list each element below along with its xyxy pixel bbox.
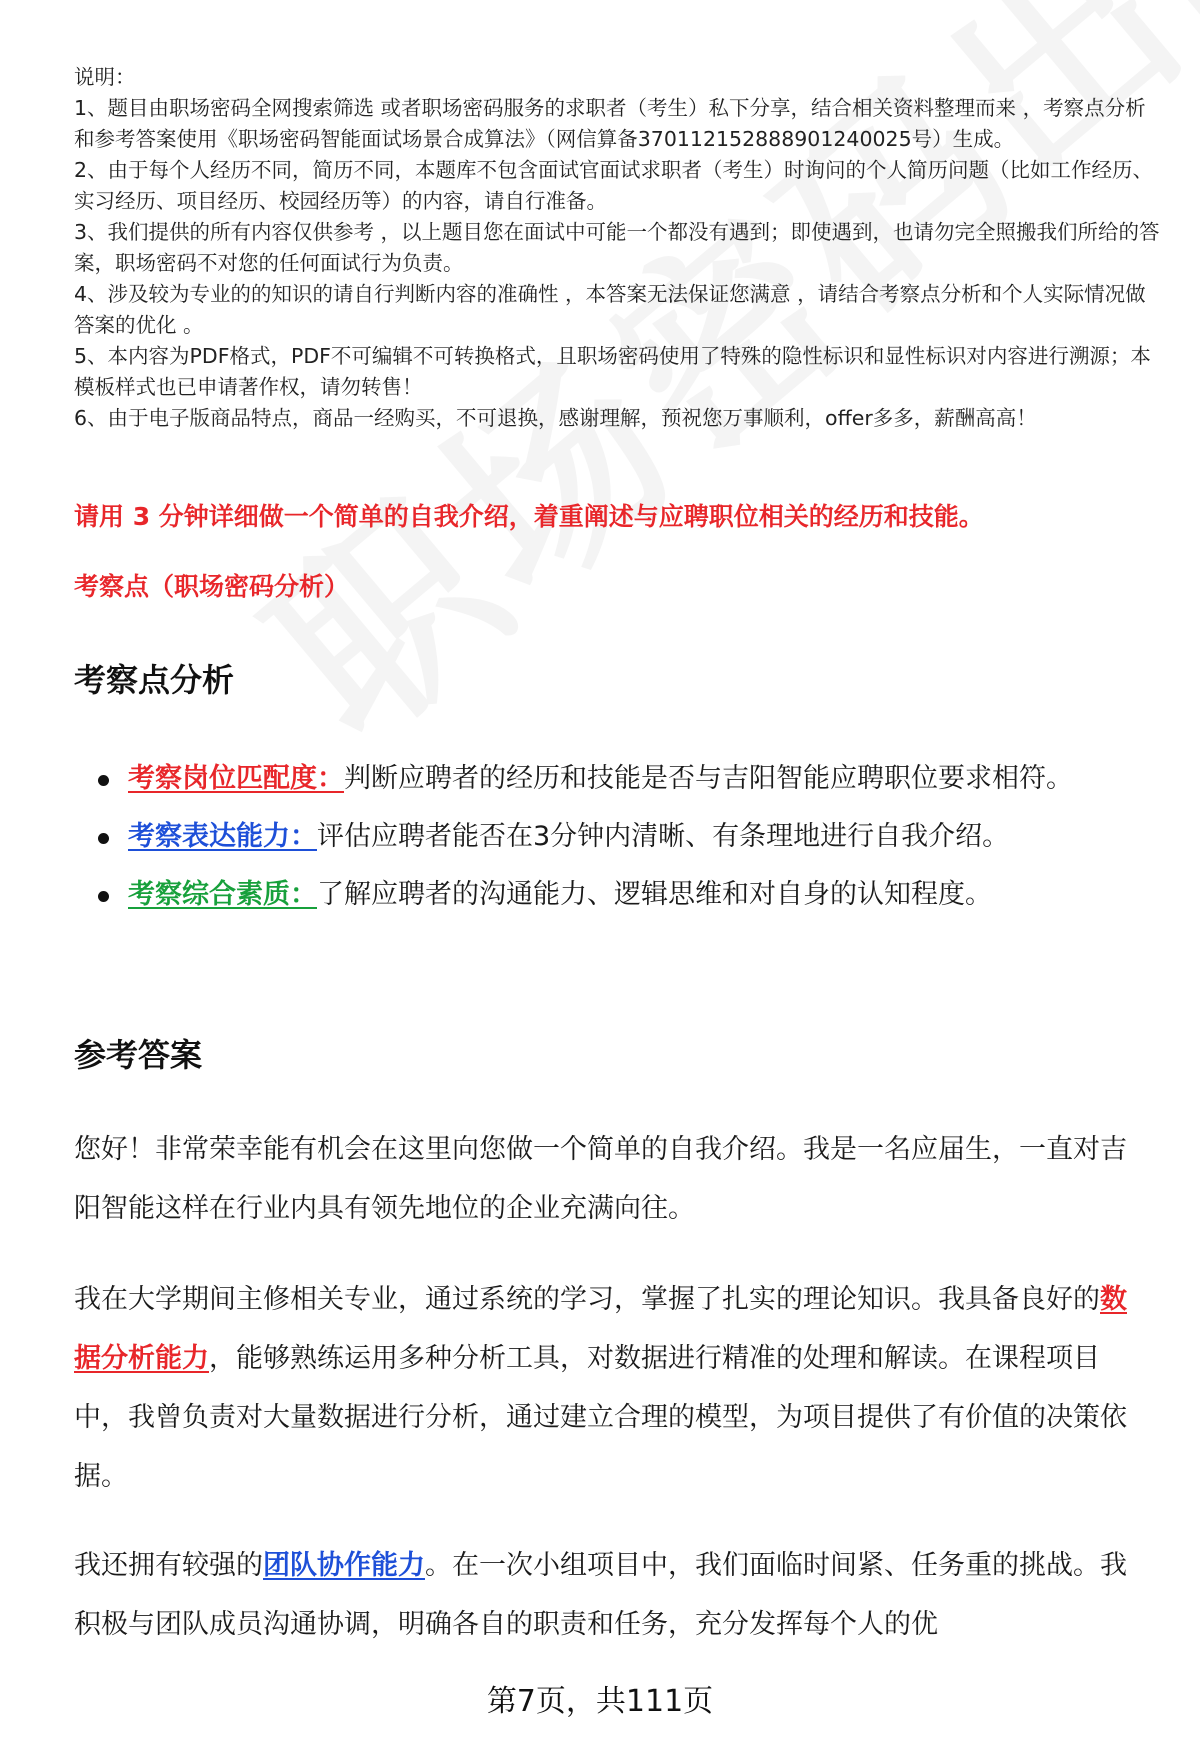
page-number: 第7页，共111页 — [486, 1684, 714, 1719]
answer-text: 我在大学期间主修相关专业，通过系统的学习，掌握了扎实的理论知识。我具备良好的 — [74, 1284, 1100, 1315]
intro-title: 说明： — [74, 65, 136, 89]
answer-paragraph — [74, 1536, 1152, 1654]
analysis-point — [96, 866, 1136, 924]
answer-paragraph: 您好！非常荣幸能有机会在这里向您做一个简单的自我介绍。我是一名应届生，一直对吉阳智能这样在行业内具有领先地位的企业充满向往。 — [74, 1134, 1127, 1224]
answer-text: 我还拥有较强的 — [74, 1550, 263, 1581]
answer-text: ，能够熟练运用多种分析工具，对数据进行精准的处理和解读。在课程项目中，我曾负责对大量数据进行分析，通过建立合理的模型，为项目提供了有价值的决策依据。 — [74, 1343, 1127, 1492]
point-keyword: 考察岗位匹配度： — [128, 763, 344, 794]
analysis-heading: 考察点分析 — [74, 661, 235, 699]
point-keyword: 考察综合素质： — [128, 879, 317, 910]
point-text: 判断应聘者的经历和技能是否与吉阳智能应聘职位要求相符。 — [344, 763, 1073, 794]
intro-item: 2、由于每个人经历不同，简历不同，本题库不包含面试官面试求职者（考生）时询问的个人简历问题（比如工作经历、实习经历、项目经历、校园经历等）的内容，请自行准备。 — [74, 158, 1154, 213]
point-text: 了解应聘者的沟通能力、逻辑思维和对自身的认知程度。 — [317, 879, 992, 910]
answer-text: 。在一次小组项目中，我们面临时间紧、任务重的挑战。我积极与团队成员沟通协调，明确各自的职责和任务，充分发挥每个人的优 — [74, 1550, 1127, 1640]
answer-heading: 参考答案 — [74, 1036, 203, 1074]
point-text: 评估应聘者能否在3分钟内清晰、有条理地进行自我介绍。 — [317, 821, 1010, 852]
intro-item: 1、题目由职场密码全网搜索筛选 或者职场密码服务的求职者（考生）私下分享，结合相关资料整理而来 ，考察点分析和参考答案使用《职场密码智能面试场景合成算法》（网信算备370112152888901240025号）生成。 — [74, 96, 1146, 151]
question-title: 请用 3 分钟详细做一个简单的自我介绍，着重阐述与应聘职位相关的经历和技能。 — [74, 502, 984, 531]
intro-item: 5、本内容为PDF格式，PDF不可编辑不可转换格式，且职场密码使用了特殊的隐性标识和显性标识对内容进行溯源；本模板样式也已申请著作权，请勿转售！ — [74, 344, 1151, 399]
intro-notes — [74, 62, 1160, 434]
answer-keyword: 数据分析能力 — [74, 1284, 1127, 1374]
analysis-point — [96, 808, 1136, 866]
analysis-label: 考察点（职场密码分析） — [74, 572, 350, 601]
intro-item: 3、我们提供的所有内容仅供参考 ，以上题目您在面试中可能一个都没有遇到；即使遇到，也请勿完全照搬我们所给的答案，职场密码不对您的任何面试行为负责。 — [74, 220, 1160, 275]
analysis-points — [96, 750, 1136, 924]
analysis-point — [96, 750, 1136, 808]
point-keyword: 考察表达能力： — [128, 821, 317, 852]
answer-keyword: 团队协作能力 — [263, 1550, 425, 1581]
intro-item: 6、由于电子版商品特点，商品一经购买，不可退换，感谢理解，预祝您万事顺利，offer多多，薪酬高高！ — [74, 406, 1037, 430]
answer-paragraph — [74, 1270, 1152, 1506]
intro-item: 4、涉及较为专业的的知识的请自行判断内容的准确性 ，本答案无法保证您满意 ，请结合考察点分析和个人实际情况做答案的优化 。 — [74, 282, 1146, 337]
